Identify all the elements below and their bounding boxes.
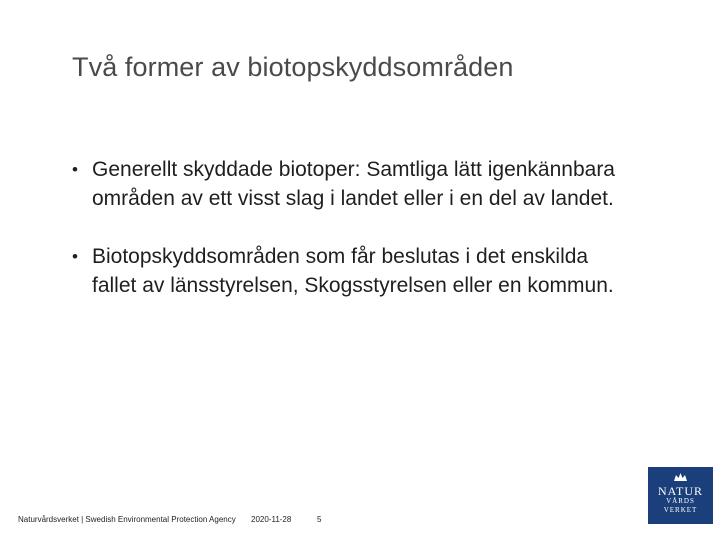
- footer-date: 2020-11-28: [251, 515, 292, 524]
- logo-text-line1: NATUR: [657, 484, 703, 498]
- slide-title: Två former av biotopskyddsområden: [72, 52, 514, 82]
- bullet-marker: •: [72, 247, 78, 266]
- footer-page-number: 5: [317, 515, 322, 524]
- naturvardsverket-logo: [648, 467, 713, 524]
- bullet-marker: •: [72, 160, 78, 179]
- bullet-text: Generellt skyddade biotoper: Samtliga lätt igenkännbara områden av ett visst slag i landet eller i en del av landet.: [92, 158, 615, 210]
- bullet-list: [72, 155, 632, 300]
- bullet-text: Biotopskyddsområden som får beslutas i det enskilda fallet av länsstyrelsen, Skogsstyrelsen eller en kommun.: [92, 245, 614, 297]
- bullet-item: [72, 242, 632, 300]
- footer-organization: Naturvårdsverket | Swedish Environmental Protection Agency: [18, 515, 236, 524]
- logo-text-line3: VERKET: [663, 506, 698, 514]
- crown-icon: [648, 471, 713, 483]
- bullet-item: [72, 155, 632, 213]
- logo-text-line2: VÅRDS: [666, 497, 695, 505]
